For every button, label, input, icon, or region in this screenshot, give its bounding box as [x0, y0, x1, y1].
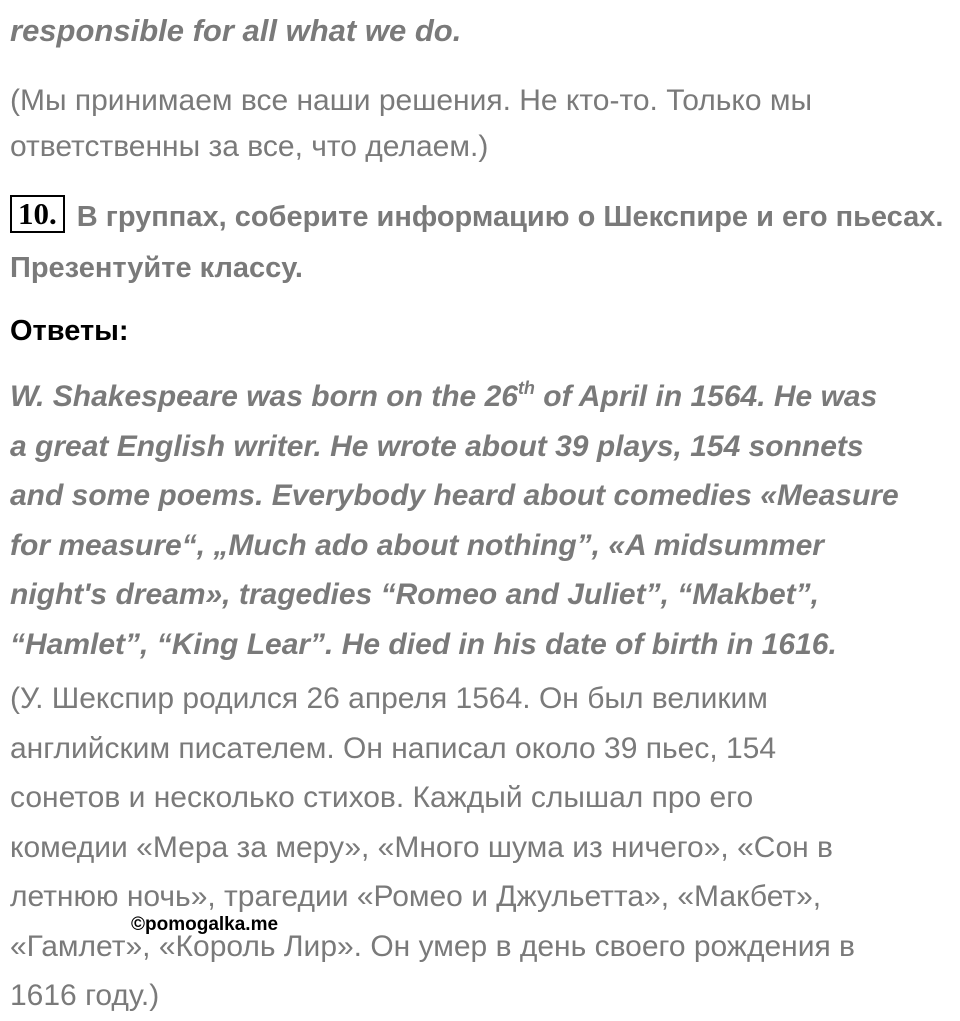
russian-answer-line: 1616 году.): [10, 979, 160, 1012]
russian-answer-line: английским писателем. Он написал около 39 пьес, 154: [10, 731, 777, 765]
task-10: [10, 192, 955, 294]
ordinal-suffix: th: [517, 378, 535, 398]
task-instruction: В группах, соберите информацию о Шекспире и его пьесах. Презентуйте классу.: [10, 201, 944, 284]
english-answer-line: and some poems. Everybody heard about comedies «Measure: [10, 479, 899, 512]
russian-answer-line: летнюю ночь», трагедии «Ромео и Джульетта», «Макбет»,: [10, 880, 822, 913]
english-answer-line: for measure“, „Much ado about nothing”, «A midsummer: [10, 528, 824, 562]
previous-english-sentence: responsible for all what we do.: [10, 13, 462, 48]
russian-answer-paragraph: [10, 674, 955, 1021]
english-answer-line: a great English writer. He wrote about 39 plays, 154 sonnets: [10, 429, 864, 463]
russian-answer-line: «Гамлет», «Король Лир». Он умер в день своего рождения в: [10, 929, 855, 963]
russian-answer-line: (У. Шекспир родился 26 апреля 1564. Он был великим: [10, 682, 768, 715]
answers-heading: Ответы:: [10, 315, 129, 347]
russian-answer-line: сонетов и несколько стихов. Каждый слышал про его: [10, 781, 754, 814]
task-number-box: 10.: [10, 195, 65, 233]
english-answer-line: night's dream», tragedies “Romeo and Juliet”, “Makbet”,: [10, 578, 819, 611]
previous-russian-translation: (Мы принимаем все наши решения. Не кто-то. Только мы ответственны за все, что делаем.): [10, 84, 813, 163]
english-answer-line: “Hamlet”, “King Lear”. He died in his date of birth in 1616.: [10, 627, 837, 661]
watermark: ©pomogalka.me: [131, 914, 279, 935]
english-answer-line: W. Shakespeare was born on the 26th of April in 1564. He was: [10, 378, 878, 413]
english-answer-paragraph: [10, 372, 955, 669]
russian-answer-line: комедии «Мера за меру», «Много шума из ничего», «Сон в: [10, 830, 833, 864]
